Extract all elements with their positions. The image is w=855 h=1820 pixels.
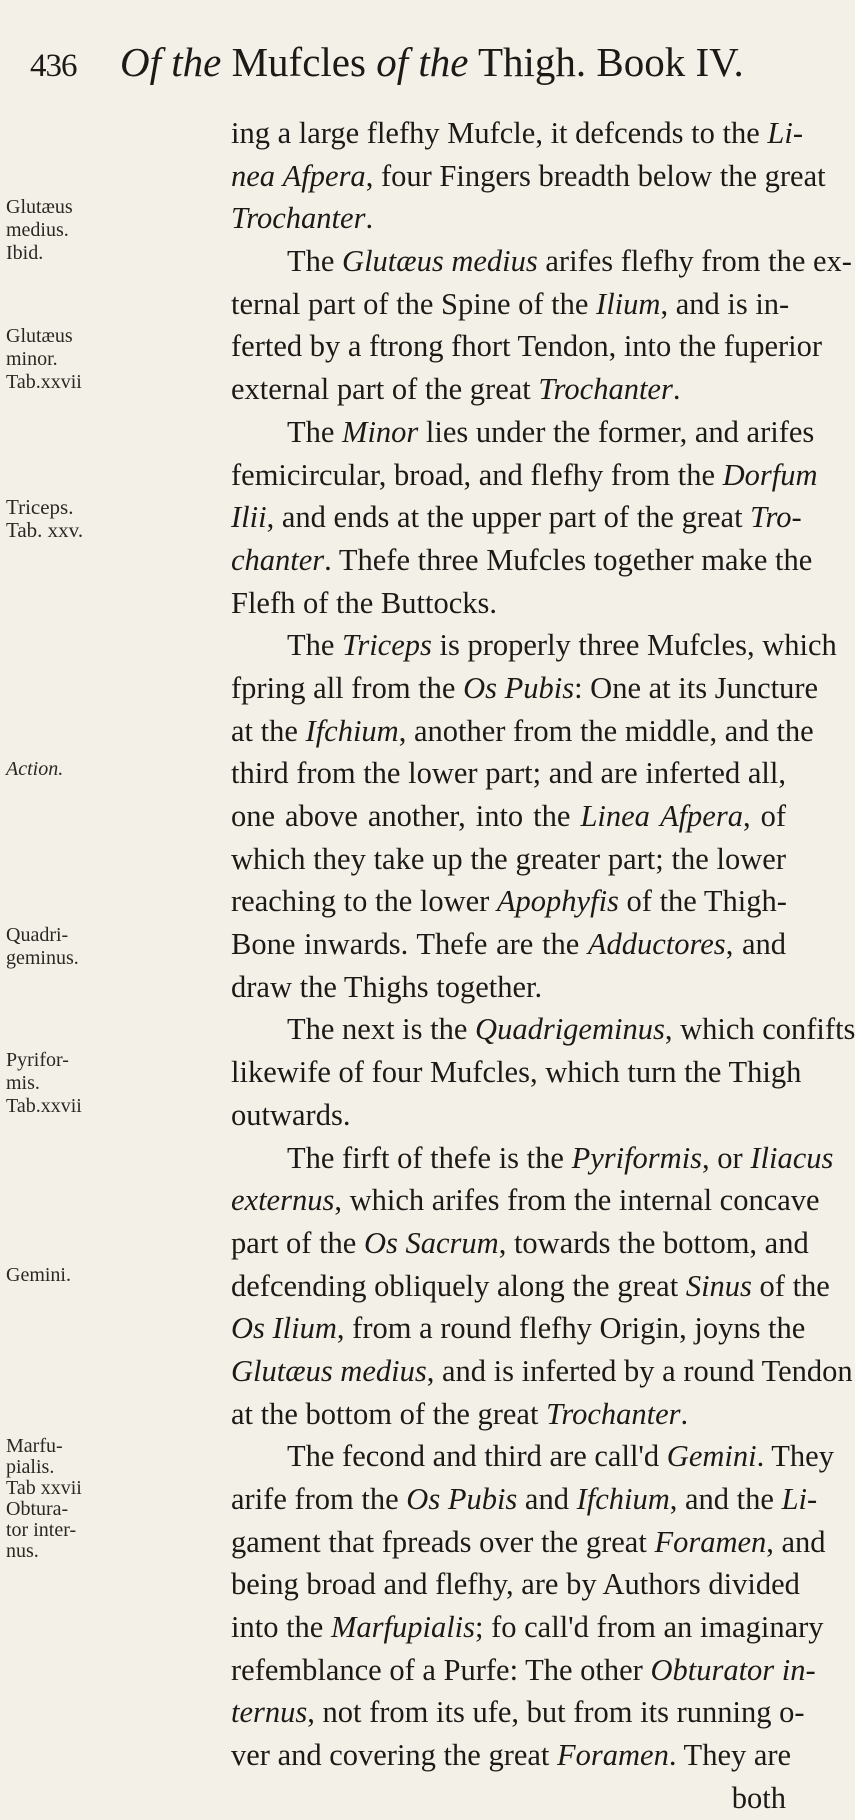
margin-line: tor inter- (6, 1519, 77, 1541)
text-line: arife from the Os Pubis and Ifchium, and the Li- (231, 1482, 818, 1516)
text-line: which they take up the greater part; the lower (231, 841, 786, 876)
text-line: at the bottom of the great Trochanter. (231, 1396, 689, 1431)
text-line: gament that fpreads over the great Foramen, and (231, 1524, 826, 1559)
italic-term: Apophyfis (496, 884, 619, 919)
italic-term: Glutæus medius (342, 244, 538, 279)
italic-term: chanter (231, 542, 325, 577)
italic-term: Os Pubis (463, 670, 575, 705)
italic-term: Li- (781, 1482, 818, 1516)
italic-term: Quadrigeminus (475, 1012, 665, 1047)
text-line: nea Afpera, four Fingers breadth below the great (231, 158, 826, 193)
title-part: Mufcles (231, 39, 366, 85)
margin-line: Tab.xxvii (6, 1095, 82, 1117)
book-number: Book IV. (596, 39, 744, 85)
margin-note-glutaeus-medius (6, 196, 124, 265)
margin-line: Tab.xxvii (6, 371, 82, 393)
margin-line: Tab xxvii (6, 1477, 82, 1499)
margin-line: medius. (6, 219, 69, 241)
italic-term: Triceps (342, 628, 432, 663)
text-line: Os Ilium, from a round flefhy Origin, joyns the (231, 1311, 806, 1346)
body-text (231, 112, 855, 1820)
page-number: 436 (30, 48, 77, 84)
margin-note-marsupialis (6, 1436, 124, 1562)
running-title (120, 38, 744, 86)
text-line: femicircular, broad, and flefhy from the Dorfum (231, 457, 818, 492)
italic-term: Tro- (750, 500, 802, 535)
text-line: The next is the Quadrigeminus, which confifts (287, 1012, 855, 1047)
italic-term: Os Ilium (231, 1311, 337, 1346)
text-line: ing a large flefhy Mufcle, it defcends to the Li- (231, 116, 803, 150)
italic-term: Gemini (666, 1439, 757, 1474)
italic-term: Ifchium (305, 713, 399, 748)
text-line: being broad and flefhy, are by Authors divided (231, 1567, 800, 1602)
italic-term: Marfupialis (330, 1610, 476, 1645)
margin-note-triceps (6, 496, 124, 542)
italic-term: Glutæus medius (231, 1353, 427, 1388)
text-line: into the Marfupialis; fo call'd from an imaginary (231, 1610, 824, 1645)
running-header (30, 38, 790, 98)
title-part: Thigh. (477, 39, 587, 85)
text-line: ternus, not from its ufe, but from its running o- (231, 1695, 805, 1730)
margin-line: Marfu- (6, 1435, 63, 1457)
text-line: The Glutæus medius arifes flefhy from the ex- (287, 244, 852, 279)
text-line: Bone inwards. Thefe are the Adductores, and (231, 927, 787, 962)
text-line: draw the Thighs together. (231, 969, 543, 1004)
margin-line: Tab. xxv. (6, 518, 84, 542)
text-line: ferted by a ftrong fhort Tendon, into the fuperior (231, 329, 823, 364)
margin-line: Triceps. (6, 495, 74, 519)
italic-term: nea (231, 158, 276, 193)
margin-line: Ibid. (6, 242, 44, 264)
text-line: The Minor lies under the former, and arifes (287, 414, 815, 449)
italic-term: Minor (342, 414, 419, 449)
italic-term: Adductores (587, 927, 726, 962)
italic-term: Foramen (557, 1738, 669, 1773)
italic-term: Iliacus (750, 1140, 834, 1175)
italic-term: Trochanter (231, 201, 366, 236)
text-line: third from the lower part; and are inferted all, (231, 756, 786, 791)
margin-note-quadrigeminus (6, 924, 124, 970)
italic-term: Ifchium (576, 1482, 670, 1516)
text-line: defcending obliquely along the great Sinus of the (231, 1268, 830, 1303)
text-line: refemblance of a Purfe: The other Obturator in- (231, 1652, 816, 1687)
margin-note-action (6, 758, 124, 781)
text-line: part of the Os Sacrum, towards the bottom, and (231, 1225, 809, 1260)
italic-term: Linea (580, 799, 650, 833)
italic-term: Foramen (654, 1524, 767, 1559)
italic-term: Trochanter (546, 1396, 681, 1431)
italic-term: Ilium (596, 286, 661, 321)
text-line: ternal part of the Spine of the Ilium, and is in- (231, 286, 790, 321)
text-line: Glutæus medius, and is inferted by a round Tendon (231, 1353, 853, 1388)
margin-line: Glutæus (6, 325, 73, 347)
margin-line: nus. (6, 1540, 39, 1562)
italic-term: externus (231, 1183, 335, 1218)
text-line: The fecond and third are call'd Gemini. They (287, 1439, 834, 1474)
margin-line: geminus. (6, 947, 79, 969)
italic-term: Obturator in- (650, 1652, 816, 1687)
text-line: both (731, 1780, 786, 1815)
margin-note-pyriformis (6, 1049, 124, 1118)
text-line: likewife of four Mufcles, which turn the Thigh (231, 1055, 802, 1090)
italic-term: Pyriformis (571, 1140, 703, 1175)
margin-line: Action. (6, 758, 64, 780)
italic-term: Li- (767, 116, 803, 150)
margin-line: Glutæus (6, 196, 73, 218)
text-line: The firft of thefe is the Pyriformis, or Iliacus (287, 1140, 834, 1175)
italic-term: Dorfum (722, 457, 818, 492)
text-line: at the Ifchium, another from the middle, and the (231, 713, 814, 748)
text-line: fpring all from the Os Pubis: One at its Juncture (231, 670, 819, 705)
margin-line: Pyrifor- (6, 1049, 69, 1071)
italic-term: Afpera (282, 158, 366, 193)
italic-term: Os Pubis (406, 1482, 518, 1516)
text-line: reaching to the lower Apophyfis of the Thigh- (231, 884, 787, 919)
text-line: The Triceps is properly three Mufcles, which (287, 628, 837, 663)
margin-line: Quadri- (6, 924, 69, 946)
italic-term: Os Sacrum (363, 1225, 499, 1260)
margin-line: pialis. (6, 1456, 55, 1478)
text-line: outwards. (231, 1097, 351, 1132)
margin-line: mis. (6, 1072, 40, 1094)
title-part: of the (376, 39, 469, 85)
text-line: externus, which arifes from the internal concave (231, 1183, 820, 1218)
margin-line: Gemini. (6, 1264, 71, 1286)
italic-term: Ilii (231, 500, 267, 535)
text-line: one above another, into the Linea Afpera, of (231, 799, 787, 833)
text-line: Flefh of the Buttocks. (231, 585, 497, 620)
text-line: chanter. Thefe three Mufcles together make the (231, 542, 813, 577)
italic-term: ternus (231, 1695, 308, 1730)
text-line: ver and covering the great Foramen. They are (231, 1738, 792, 1773)
text-line: Ilii, and ends at the upper part of the great Tro- (231, 500, 802, 535)
italic-term: Afpera (659, 799, 743, 833)
text-line: Trochanter. (231, 201, 374, 236)
margin-line: Obtura- (6, 1498, 69, 1520)
margin-line: minor. (6, 348, 58, 370)
italic-term: Sinus (685, 1268, 752, 1303)
text-line: external part of the great Trochanter. (231, 372, 681, 407)
italic-term: Trochanter (538, 372, 673, 407)
title-part: Of the (120, 39, 222, 85)
margin-note-gemini (6, 1264, 124, 1287)
margin-note-glutaeus-minor (6, 325, 124, 394)
